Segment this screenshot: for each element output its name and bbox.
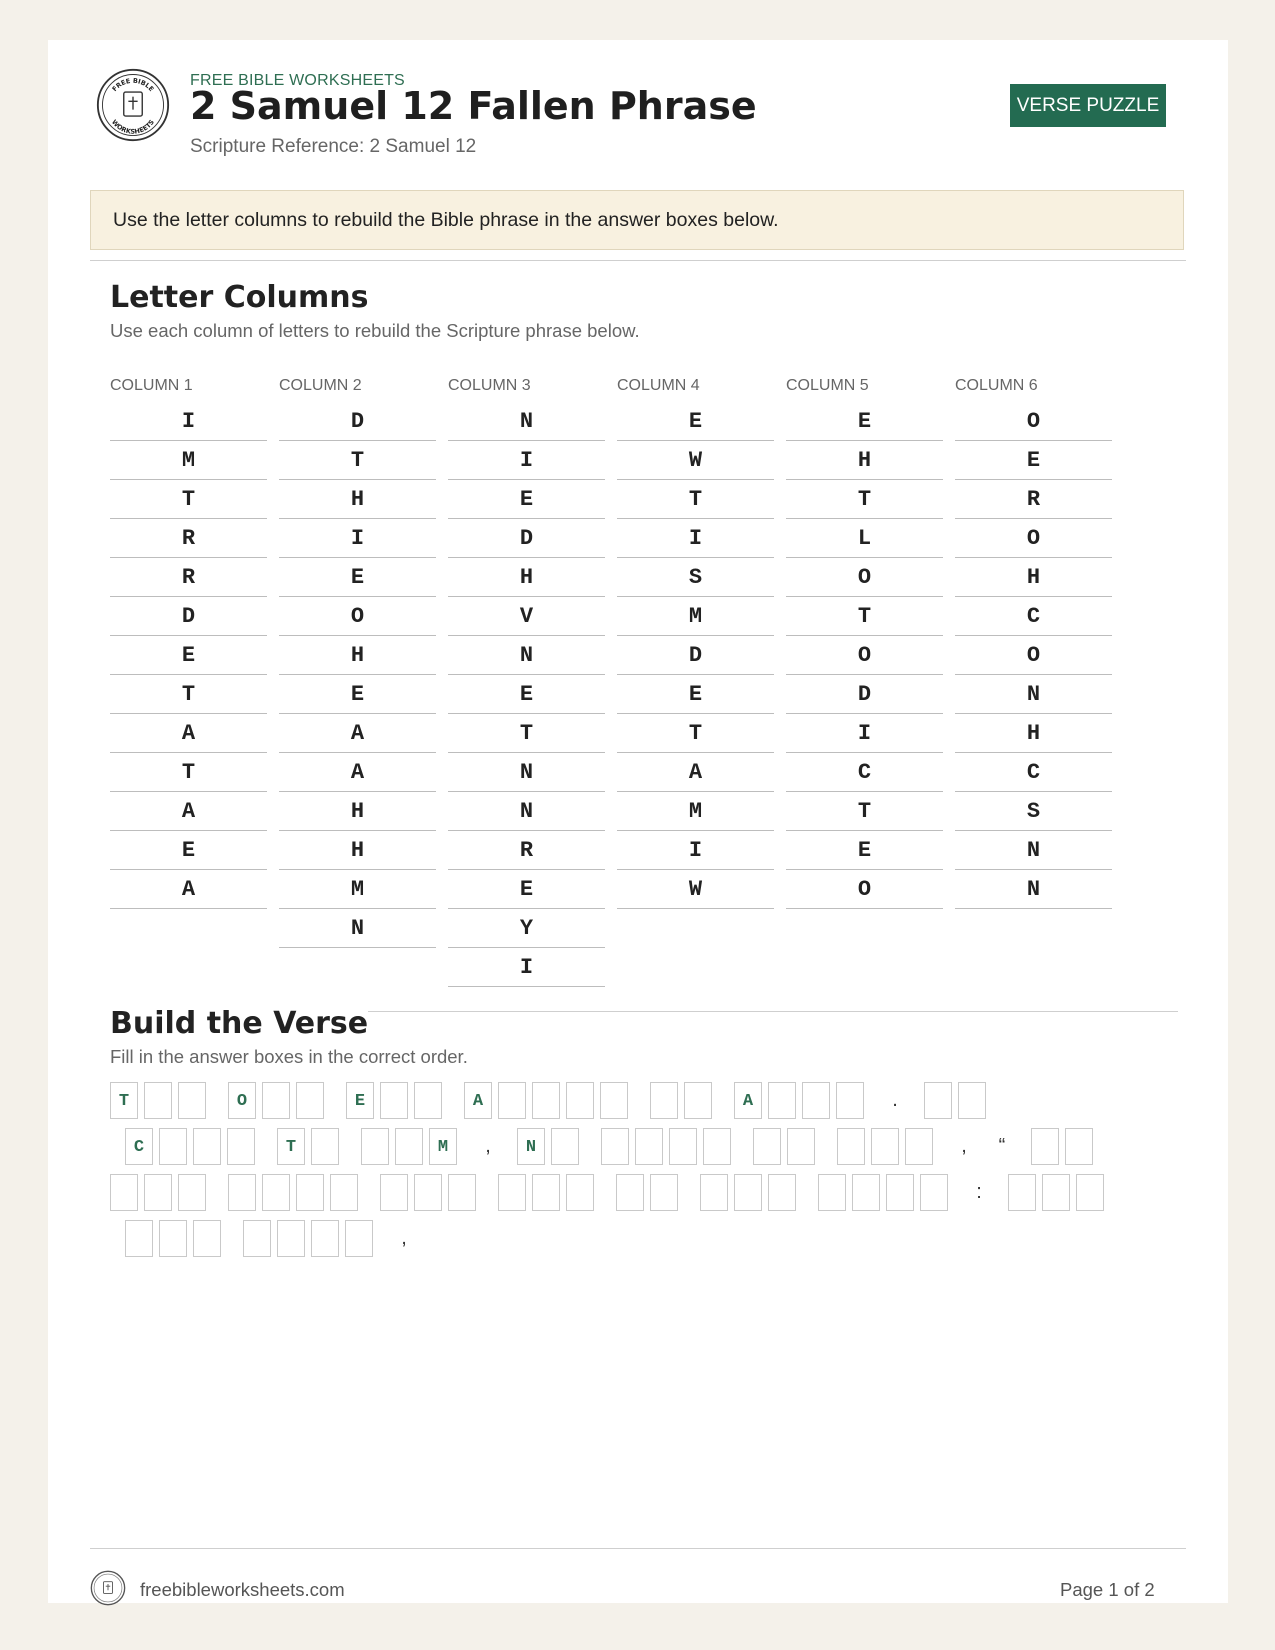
- column-letter: A: [617, 753, 774, 792]
- column-letter: W: [617, 870, 774, 909]
- letter-columns-description: Use each column of letters to rebuild the Scripture phrase below.: [110, 320, 640, 341]
- answer-box[interactable]: [532, 1082, 560, 1119]
- answer-box[interactable]: [395, 1128, 423, 1165]
- letter-column: [448, 376, 605, 987]
- answer-box[interactable]: [296, 1174, 324, 1211]
- column-letter: H: [448, 558, 605, 597]
- column-letter: I: [448, 441, 605, 480]
- footer-site: freebibleworksheets.com: [140, 1579, 345, 1600]
- column-letter: E: [617, 675, 774, 714]
- answer-box[interactable]: [768, 1082, 796, 1119]
- answer-box[interactable]: [551, 1128, 579, 1165]
- answer-box[interactable]: [227, 1128, 255, 1165]
- column-label: COLUMN 5: [786, 377, 869, 394]
- worksheet-page: [48, 40, 1228, 1603]
- column-letter: I: [279, 519, 436, 558]
- answer-box[interactable]: M: [429, 1128, 457, 1165]
- column-letter: C: [786, 753, 943, 792]
- letter-columns-heading: Letter Columns: [110, 280, 369, 315]
- answer-box[interactable]: [178, 1174, 206, 1211]
- column-letter: O: [279, 597, 436, 636]
- answer-box[interactable]: [498, 1174, 526, 1211]
- column-letter: H: [955, 714, 1112, 753]
- answer-box[interactable]: [635, 1128, 663, 1165]
- column-letter: D: [617, 636, 774, 675]
- answer-box[interactable]: [703, 1128, 731, 1165]
- column-letter: E: [448, 870, 605, 909]
- column-letter: T: [279, 441, 436, 480]
- answer-box[interactable]: [1008, 1174, 1036, 1211]
- column-letter: O: [955, 519, 1112, 558]
- column-letter: O: [955, 636, 1112, 675]
- answer-box[interactable]: [958, 1082, 986, 1119]
- column-letter: Y: [448, 909, 605, 948]
- column-letter: E: [448, 675, 605, 714]
- answer-box[interactable]: [1076, 1174, 1104, 1211]
- letter-column: [279, 376, 436, 948]
- column-letter: E: [617, 402, 774, 441]
- column-letter: H: [786, 441, 943, 480]
- column-letter: R: [110, 519, 267, 558]
- page-number: Page 1 of 2: [1060, 1579, 1155, 1600]
- column-letter: C: [955, 597, 1112, 636]
- answer-box[interactable]: [159, 1128, 187, 1165]
- answer-box[interactable]: [669, 1128, 697, 1165]
- answer-box[interactable]: [243, 1220, 271, 1257]
- column-letter: R: [448, 831, 605, 870]
- answer-box[interactable]: [650, 1174, 678, 1211]
- answer-box[interactable]: [616, 1174, 644, 1211]
- column-label: COLUMN 3: [448, 377, 531, 394]
- column-letter: T: [617, 714, 774, 753]
- answer-box[interactable]: [734, 1174, 762, 1211]
- answer-box[interactable]: [871, 1128, 899, 1165]
- column-letter: E: [448, 480, 605, 519]
- column-label: COLUMN 4: [617, 377, 700, 394]
- answer-box[interactable]: [193, 1220, 221, 1257]
- column-letter: T: [110, 480, 267, 519]
- answer-box[interactable]: [924, 1082, 952, 1119]
- column-letter: T: [786, 597, 943, 636]
- column-label: COLUMN 6: [955, 377, 1038, 394]
- answer-box[interactable]: [296, 1082, 324, 1119]
- column-letter: A: [279, 714, 436, 753]
- column-letter: A: [110, 870, 267, 909]
- answer-box[interactable]: [836, 1082, 864, 1119]
- answer-box[interactable]: N: [517, 1128, 545, 1165]
- column-letter: R: [955, 480, 1112, 519]
- answer-box[interactable]: [600, 1082, 628, 1119]
- punctuation-mark: .: [892, 1089, 898, 1111]
- answer-box[interactable]: [414, 1174, 442, 1211]
- column-letter: L: [786, 519, 943, 558]
- column-letter: N: [955, 675, 1112, 714]
- answer-box[interactable]: A: [734, 1082, 762, 1119]
- answer-box[interactable]: [566, 1082, 594, 1119]
- column-letter: D: [110, 597, 267, 636]
- instructions-box: [90, 190, 1184, 250]
- column-letter: T: [448, 714, 605, 753]
- column-letter: E: [786, 831, 943, 870]
- answer-box[interactable]: [566, 1174, 594, 1211]
- column-letter: M: [617, 792, 774, 831]
- column-letter: N: [955, 831, 1112, 870]
- answer-box[interactable]: [852, 1174, 880, 1211]
- bible-logo-small-icon: [90, 1570, 126, 1606]
- column-letter: T: [617, 480, 774, 519]
- verse-puzzle-badge: VERSE PUZZLE: [1010, 84, 1166, 127]
- punctuation-mark: :: [976, 1181, 982, 1203]
- answer-box[interactable]: T: [277, 1128, 305, 1165]
- answer-box[interactable]: [414, 1082, 442, 1119]
- answer-box[interactable]: [837, 1128, 865, 1165]
- column-letter: N: [448, 792, 605, 831]
- answer-box[interactable]: [753, 1128, 781, 1165]
- answer-box[interactable]: [110, 1174, 138, 1211]
- answer-box[interactable]: E: [346, 1082, 374, 1119]
- answer-box[interactable]: [125, 1220, 153, 1257]
- column-letter: A: [279, 753, 436, 792]
- column-letter: O: [786, 636, 943, 675]
- answer-box[interactable]: [277, 1220, 305, 1257]
- footer-divider: [90, 1548, 1186, 1549]
- letter-column: [617, 376, 774, 909]
- column-letter: T: [786, 792, 943, 831]
- column-letter: E: [955, 441, 1112, 480]
- column-letter: S: [955, 792, 1112, 831]
- column-letter: H: [279, 636, 436, 675]
- answer-box[interactable]: [787, 1128, 815, 1165]
- answer-box[interactable]: [144, 1082, 172, 1119]
- column-label: COLUMN 2: [279, 377, 362, 394]
- column-letter: N: [448, 402, 605, 441]
- column-letter: R: [110, 558, 267, 597]
- answer-box[interactable]: [193, 1128, 221, 1165]
- answer-box[interactable]: [905, 1128, 933, 1165]
- column-letter: H: [279, 480, 436, 519]
- column-letter: E: [110, 831, 267, 870]
- column-letter: M: [617, 597, 774, 636]
- answer-box[interactable]: [650, 1082, 678, 1119]
- punctuation-mark: ,: [961, 1135, 967, 1157]
- answer-box[interactable]: [802, 1082, 830, 1119]
- answer-box[interactable]: [920, 1174, 948, 1211]
- column-letter: I: [617, 831, 774, 870]
- column-letter: W: [617, 441, 774, 480]
- column-letter: H: [279, 831, 436, 870]
- column-letter: A: [110, 714, 267, 753]
- answer-box[interactable]: [601, 1128, 629, 1165]
- letter-column: [955, 376, 1112, 909]
- column-letter: N: [448, 636, 605, 675]
- column-letter: E: [279, 558, 436, 597]
- column-letter: A: [110, 792, 267, 831]
- answer-box[interactable]: [380, 1082, 408, 1119]
- column-letter: O: [786, 558, 943, 597]
- build-verse-description: Fill in the answer boxes in the correct order.: [110, 1046, 468, 1067]
- column-letter: N: [448, 753, 605, 792]
- punctuation-mark: “: [998, 1135, 1006, 1157]
- answer-box[interactable]: T: [110, 1082, 138, 1119]
- column-letter: T: [786, 480, 943, 519]
- column-letter: I: [110, 402, 267, 441]
- column-letter: S: [617, 558, 774, 597]
- answer-box[interactable]: [684, 1082, 712, 1119]
- answer-box[interactable]: [886, 1174, 914, 1211]
- answer-box[interactable]: [144, 1174, 172, 1211]
- column-letter: N: [955, 870, 1112, 909]
- column-letter: I: [617, 519, 774, 558]
- column-letter: H: [955, 558, 1112, 597]
- column-letter: T: [110, 753, 267, 792]
- answer-box[interactable]: [228, 1174, 256, 1211]
- divider: [90, 260, 1186, 261]
- answer-box[interactable]: [330, 1174, 358, 1211]
- answer-box[interactable]: [700, 1174, 728, 1211]
- answer-box[interactable]: [178, 1082, 206, 1119]
- column-letter: H: [279, 792, 436, 831]
- answer-box[interactable]: [361, 1128, 389, 1165]
- logo-text-bottom: WORKSHEETS: [110, 118, 156, 136]
- column-letter: E: [110, 636, 267, 675]
- answer-box[interactable]: [1031, 1128, 1059, 1165]
- logo-text-top: FREE BIBLE: [110, 76, 156, 94]
- column-letter: M: [110, 441, 267, 480]
- answer-box[interactable]: [311, 1220, 339, 1257]
- answer-box[interactable]: [498, 1082, 526, 1119]
- column-letter: T: [110, 675, 267, 714]
- answer-box[interactable]: [262, 1082, 290, 1119]
- answer-box[interactable]: [311, 1128, 339, 1165]
- page-title: 2 Samuel 12 Fallen Phrase: [190, 84, 757, 128]
- answer-box[interactable]: [448, 1174, 476, 1211]
- column-letter: D: [786, 675, 943, 714]
- answer-box[interactable]: A: [464, 1082, 492, 1119]
- answer-box[interactable]: [1042, 1174, 1070, 1211]
- instructions-text: Use the letter columns to rebuild the Bible phrase in the answer boxes below.: [113, 208, 779, 231]
- letter-column: [786, 376, 943, 909]
- column-letter: M: [279, 870, 436, 909]
- column-letter: O: [955, 402, 1112, 441]
- column-letter: I: [448, 948, 605, 987]
- answer-box[interactable]: [345, 1220, 373, 1257]
- punctuation-mark: ,: [485, 1135, 491, 1157]
- answer-box[interactable]: [159, 1220, 187, 1257]
- bible-logo-icon: [96, 68, 170, 142]
- brand-label: FREE BIBLE WORKSHEETS: [190, 72, 405, 89]
- build-verse-heading: Build the Verse: [110, 1006, 369, 1041]
- column-letter: N: [279, 909, 436, 948]
- punctuation-mark: ,: [401, 1227, 407, 1249]
- column-label: COLUMN 1: [110, 377, 193, 394]
- column-letter: D: [279, 402, 436, 441]
- answer-box[interactable]: C: [125, 1128, 153, 1165]
- answer-box[interactable]: [818, 1174, 846, 1211]
- column-letter: E: [279, 675, 436, 714]
- answer-box[interactable]: [1065, 1128, 1093, 1165]
- divider: [368, 1011, 1178, 1012]
- answer-box[interactable]: [380, 1174, 408, 1211]
- column-letter: E: [786, 402, 943, 441]
- answer-box[interactable]: [262, 1174, 290, 1211]
- answer-box[interactable]: [768, 1174, 796, 1211]
- column-letter: C: [955, 753, 1112, 792]
- answer-box[interactable]: [532, 1174, 560, 1211]
- answer-box[interactable]: O: [228, 1082, 256, 1119]
- letter-column: [110, 376, 267, 909]
- column-letter: O: [786, 870, 943, 909]
- column-letter: I: [786, 714, 943, 753]
- column-letter: V: [448, 597, 605, 636]
- scripture-reference: Scripture Reference: 2 Samuel 12: [190, 136, 477, 157]
- column-letter: D: [448, 519, 605, 558]
